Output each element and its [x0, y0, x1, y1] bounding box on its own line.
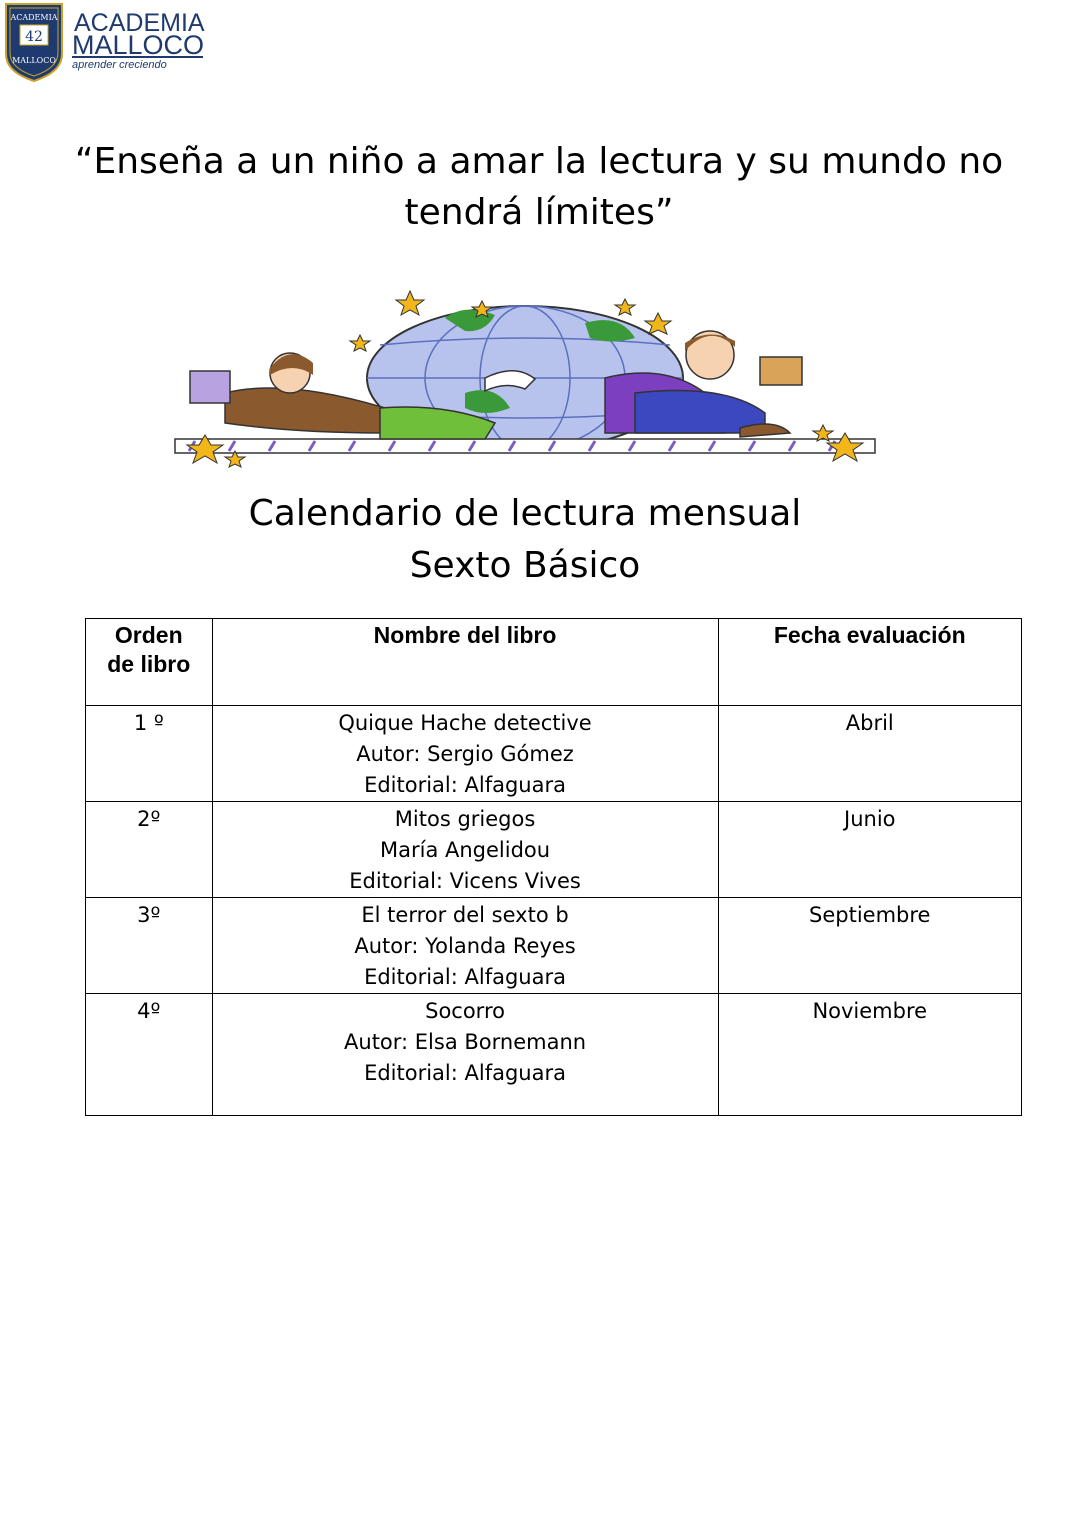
badge-top-text: ACADEMIA [10, 13, 58, 22]
date-cell: Noviembre [718, 994, 1021, 1116]
book-title: Socorro [425, 999, 505, 1023]
reading-calendar-table [85, 618, 1022, 1116]
logo-name-line1: ACADEMIA [74, 9, 205, 37]
school-crest-icon [0, 0, 210, 84]
book-publisher: Editorial: Alfaguara [364, 1061, 566, 1085]
date-cell: Septiembre [718, 898, 1021, 994]
book-cell [212, 898, 718, 994]
badge-number: 42 [25, 29, 43, 45]
book-cell [212, 994, 718, 1116]
book-author: Autor: Yolanda Reyes [354, 934, 576, 958]
book-publisher: Editorial: Vicens Vives [349, 869, 581, 893]
table-row [86, 898, 1022, 994]
school-logo [0, 0, 210, 84]
table-row [86, 802, 1022, 898]
book-publisher: Editorial: Alfaguara [364, 965, 566, 989]
book-icon-right [760, 357, 802, 385]
table-header-row [86, 619, 1022, 706]
order-cell: 3º [86, 898, 213, 994]
header-evaluation-date: Fecha evaluación [718, 619, 1021, 706]
table-row [86, 706, 1022, 802]
kids-reading-globe-illustration [165, 283, 890, 468]
badge-bottom-text: MALLOCO [12, 56, 56, 65]
book-title: El terror del sexto b [361, 903, 569, 927]
page-subtitle: Sexto Básico [409, 545, 641, 586]
book-title: Mitos griegos [394, 807, 536, 831]
book-title: Quique Hache detective [338, 711, 592, 735]
logo-name-line2: MALLOCO [72, 30, 205, 60]
logo-slogan: aprender creciendo [72, 59, 167, 71]
book-cell [212, 706, 718, 802]
book-author: Autor: Elsa Bornemann [344, 1030, 587, 1054]
book-icon [190, 371, 230, 403]
striped-floor [175, 439, 875, 453]
book-cell [212, 802, 718, 898]
book-publisher: Editorial: Alfaguara [364, 773, 566, 797]
date-cell: Junio [718, 802, 1021, 898]
header-order: Orden de libro [86, 619, 213, 706]
page-title: Calendario de lectura mensual [248, 493, 802, 534]
header-book-name: Nombre del libro [212, 619, 718, 706]
reading-quote: “Enseña a un niño a amar la lectura y su mundo no tendrá límites” [74, 141, 1004, 233]
order-cell: 1 º [86, 706, 213, 802]
book-author: María Angelidou [380, 838, 551, 862]
order-cell: 4º [86, 994, 213, 1116]
table-row [86, 994, 1022, 1116]
order-cell: 2º [86, 802, 213, 898]
date-cell: Abril [718, 706, 1021, 802]
book-author: Autor: Sergio Gómez [356, 742, 574, 766]
